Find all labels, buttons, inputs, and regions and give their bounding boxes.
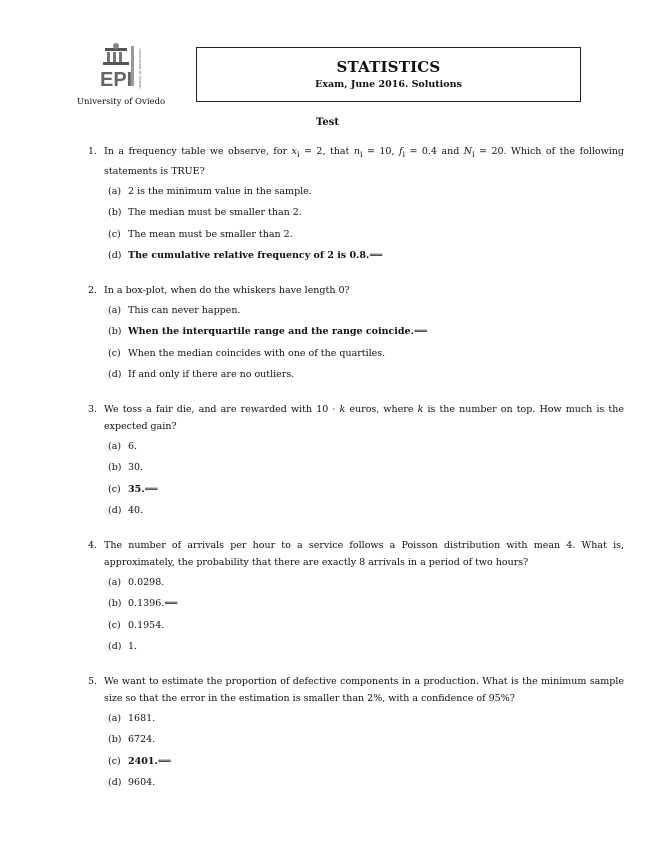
option-b: (b) 6724. <box>108 734 156 746</box>
title-box <box>196 47 581 102</box>
question-2 <box>88 282 624 391</box>
exam-subtitle: Exam, June 2016. Solutions <box>315 79 462 90</box>
option-c: (c) 0.1954. <box>108 619 165 631</box>
option-b-correct: (b) When the interquartile range and the range coincide. ⟸ <box>108 326 428 338</box>
option-a: (a) 1681. <box>108 712 156 724</box>
option-a: (a) 2 is the minimum value in the sample. <box>108 185 312 197</box>
question-number: 4. <box>88 539 98 551</box>
section-heading: Test <box>316 117 339 128</box>
correct-answer-marker: ⟸ <box>157 755 172 767</box>
option-a: (a) 6. <box>108 440 138 452</box>
question-text: In a box-plot, when do the whiskers have length 0? <box>104 284 350 296</box>
question-3 <box>88 401 624 527</box>
option-a: (a) This can never happen. <box>108 304 241 316</box>
correct-answer-marker: ⟸ <box>144 483 159 495</box>
option-c: (c) When the median coincides with one of the quartiles. <box>108 347 386 359</box>
question-text: We toss a fair die, and are rewarded with 10 · k euros, where k is the number on top. How much is the expected gain? <box>104 403 624 432</box>
question-4 <box>88 537 624 663</box>
logo-text: EPI <box>100 69 133 91</box>
option-d: (d) 1. <box>108 641 138 653</box>
option-c-correct: (c) 35. ⟸ <box>108 483 159 495</box>
option-c-correct: (c) 2401. ⟸ <box>108 755 172 767</box>
question-text: In a frequency table we observe, for $x_i = 2$, that $n_i = 10$, $f_i = 0.4$ and $N_i = 20$. Which of the following statements is TRUE? <box>104 146 624 177</box>
question-number: 3. <box>88 403 98 415</box>
question-number: 2. <box>88 284 98 296</box>
option-d: (d) If and only if there are no outliers. <box>108 369 295 381</box>
logo-side-text: Universidad de Oviedo <box>138 48 143 89</box>
question-number: 1. <box>88 146 98 157</box>
question-text: We want to estimate the proportion of defective components in a production. What is the minimum sample size so that the error in the estimation is smaller than 2%, with a confidence of 95%? <box>104 675 624 704</box>
option-d: (d) 40. <box>108 505 144 517</box>
exam-title: STATISTICS <box>336 58 441 76</box>
option-a: (a) 0.0298. <box>108 576 165 588</box>
question-text: The number of arrivals per hour to a service follows a Poisson distribution with mean 4. What is, approximately, the probability that there are exactly 8 arrivals in a period of two hours? <box>104 539 624 568</box>
option-b-correct: (b) 0.1396. ⟸ <box>108 598 178 610</box>
question-5 <box>88 673 624 799</box>
question-list <box>88 143 624 809</box>
university-name: University of Oviedo <box>76 97 166 107</box>
option-c: (c) The mean must be smaller than 2. <box>108 228 293 240</box>
correct-answer-marker: ⟸ <box>164 598 178 610</box>
option-d-correct: (d) The cumulative relative frequency of 2 is 0.8. ⟸ <box>108 250 383 262</box>
epi-logo-icon <box>95 42 147 96</box>
correct-answer-marker: ⟸ <box>369 250 383 262</box>
question-1 <box>88 143 624 272</box>
option-b: (b) The median must be smaller than 2. <box>108 207 302 219</box>
question-number: 5. <box>88 675 98 687</box>
option-d: (d) 9604. <box>108 777 156 789</box>
option-b: (b) 30. <box>108 462 144 474</box>
university-logo <box>76 42 166 107</box>
correct-answer-marker: ⟸ <box>413 326 428 338</box>
